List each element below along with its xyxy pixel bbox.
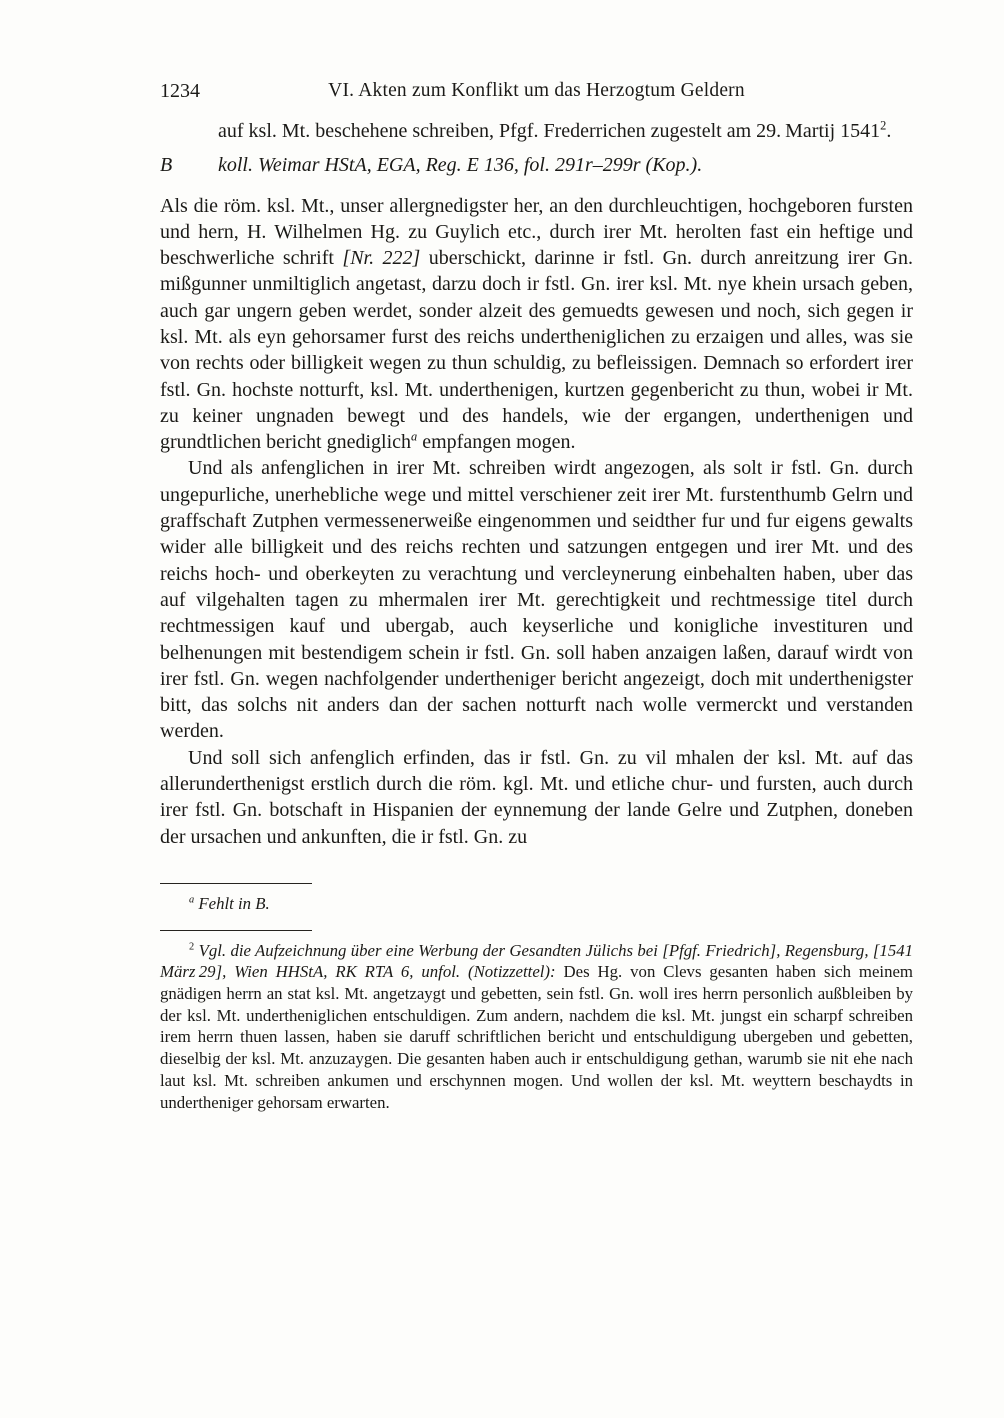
page-header xyxy=(160,80,913,107)
source-reference: koll. Weimar HStA, EGA, Reg. E 136, fol. 291r–299r (Kop.). xyxy=(218,153,703,176)
footnote-2-marker: 2 xyxy=(189,941,195,953)
body-paragraph-1: Als die röm. ksl. Mt., unser allergnedigster her, an den durchleuchtigen, hochgeboren fursten und hern, H. Wilhelmen Hg. zu Guylich etc., durch irer Mt. herolten fast ein heftige und beschwerliche schrift [Nr. 222] uberschickt, darinne ir fstl. Gn. durch anreitzung irer Gn. mißgunner unmiltiglich angetast, darzu doch ir fstl. Gn. irer ksl. Mt. nye khein ursach geben, auch gar ungern geben werdet, sonder alzeit des gemuedts gewesen und noch, sich gegen ir ksl. Mt. als eyn gehorsamer furst des reichs undertheniglichen zu erzaigen und alles, was sie von rechts oder billigkeit wegen zu thun schuldig, zu befleissigen. Demnach so erfordert irer fstl. Gn. hochste notturft, ksl. Mt. underthenigen, kurtzen gegenbericht zu thun, wobei ir Mt. zu keiner ungnaden bewegt und des handels, wie der ergangen, underthenigen und grundtlichen bericht gnediglich$^a$ empfangen mogen. xyxy=(160,194,913,454)
footnote-2-quotation: Des Hg. von Clevs gesanten haben sich meinem gnädigen herrn an stat ksl. Mt. angetzaygt und gebetten, sein fstl. Gn. woll ires herrn personlich außbleiben by der ksl. Mt. undertheniglichen entschuldigen. Zum andern, nachdem die ksl. Mt. jungst ein scharpf schreiben irem herrn thuen lassen, haben sie daruff schriftlichen bericht und entschuldigung ubergeben und gebetten, dieselbig der ksl. Mt. anzuzaygen. Die gesanten haben auch ir entschuldigung gethan, warumb sie nit ehe nach laut ksl. Mt. schreiben ankumen und erschynnen mogen. Und wollen der ksl. Mt. weyttern beschaydts in undertheniger gehorsam erwarten. xyxy=(160,962,913,1112)
source-line xyxy=(160,154,913,177)
continuation-paragraph: auf ksl. Mt. beschehene schreiben, Pfgf. Frederrichen zugestelt am 29. Martij 1541$^2$. xyxy=(218,118,892,142)
footnote-a-text: Fehlt in B. xyxy=(198,893,270,913)
footnote-2 xyxy=(160,940,913,1114)
footnote-a-marker: a xyxy=(189,894,195,906)
body-paragraph-2: Und als anfenglichen in irer Mt. schreiben wirdt angezogen, als solt ir fstl. Gn. durch ungepurliche, unerhebliche wege und mittel verschiener zeit irer Mt. furstenthumb Gelrn und graffschaft Zutphen vermessenerweiße eingenommen und seidther fur und fur eigens gewalts wider alle billigkeit und des reichs rechten und satzungen entgegen und irer Mt. und des reichs hoch- und oberkeyten zu verachtung und vercleynerung einbehalten haben, uber das auf vilgehalten tagen zu mhermalen irer Mt. gerechtigkeit und rechtmessige titel durch rechtmessigen kauf und ubergab, auch keyserliche und konigliche investituren und belhenungen mit bestendigem schein ir fstl. Gn. soll haben anzaigen laßen, darauf wirdt von irer fstl. Gn. wegen nachfolgender undertheniger bericht angezeigt, doch mit underthenigster bitt, das solchs nit anders dan der sachen notturft nach wolle vermerckt und verstanden werden. xyxy=(160,457,913,743)
text-block xyxy=(160,80,913,1113)
footnote-separator-rule xyxy=(160,883,312,884)
source-siglum: B xyxy=(160,153,173,176)
footnotes-section xyxy=(160,883,913,1113)
footnote-a xyxy=(160,893,913,915)
body-paragraph-3: Und soll sich anfenglich erfinden, das ir fstl. Gn. zu vil mhalen der ksl. Mt. auf das allerunderthenigst erstlich durch die röm. kgl. Mt. und etliche chur- und fursten, auch durch irer fstl. Gn. botschaft in Hispanien der eynnemung der lande Gelre und Zutphen, doneben der ursachen und ankunften, die ir fstl. Gn. zu xyxy=(160,746,913,848)
running-head: VI. Akten zum Konflikt um das Herzogtum Geldern xyxy=(328,80,745,101)
footnote-separator-rule xyxy=(160,930,312,931)
page-number: 1234 xyxy=(160,80,200,102)
footnote-2-citation: Vgl. die Aufzeichnung über eine Werbung der Gesandten Jülichs bei [Pfgf. Friedrich], Regensburg, [1541 März 29], Wien HHStA, RK RTA 6, unfol. (Notizzettel): xyxy=(160,940,913,982)
document-body xyxy=(160,193,913,850)
